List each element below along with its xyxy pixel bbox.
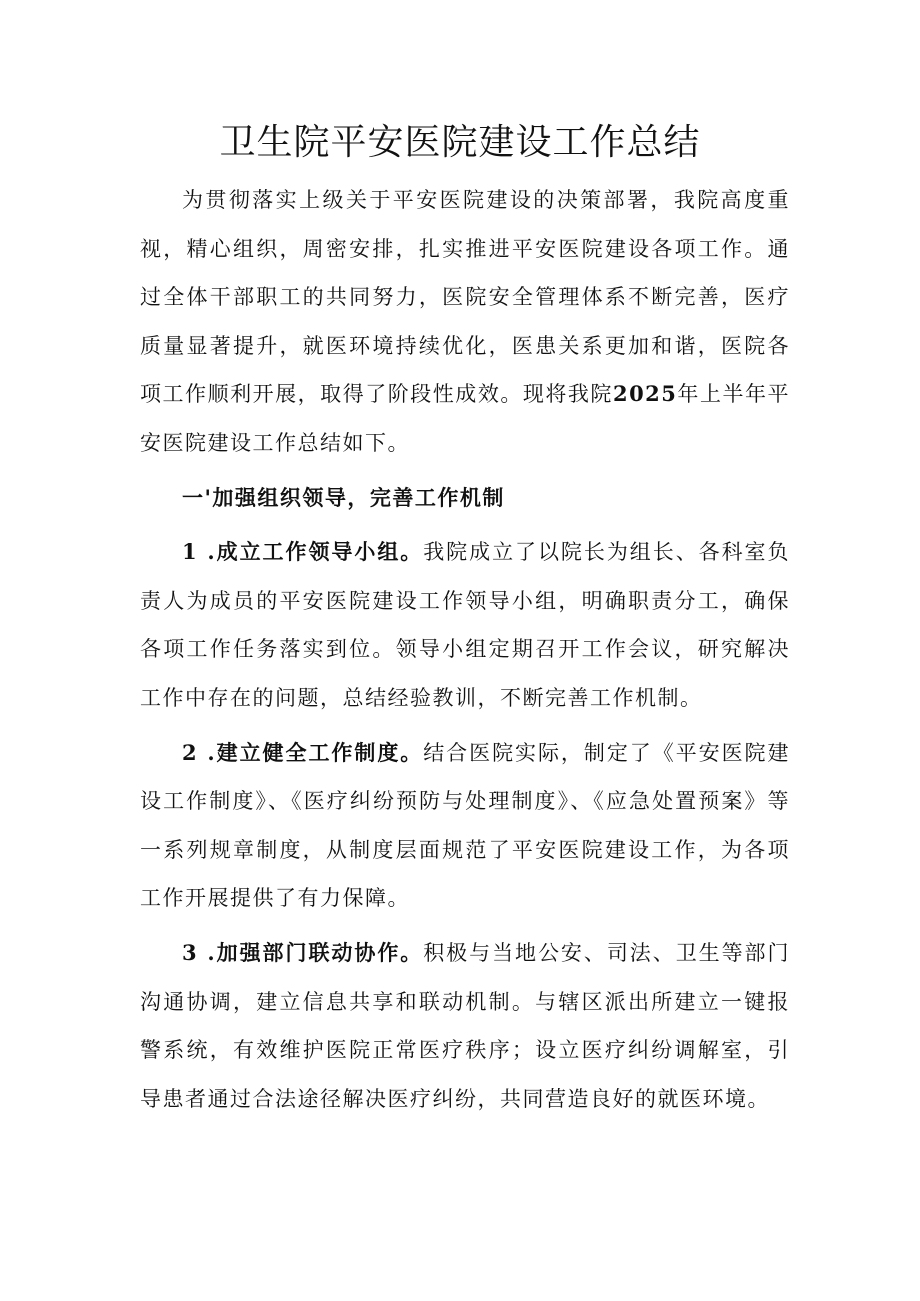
- item-text: 结合医院实际，制定了《平安医院建设工作制度》、《医疗纠纷预防与处理制度》、《应急处置预案》等一系列规章制度，从制度层面规范了平安医院建设工作，为各项工作开展提供了有力保障。: [140, 740, 790, 911]
- item-paragraph-2: [140, 729, 790, 923]
- document-body: [140, 176, 790, 1123]
- item-paragraph-1: [140, 528, 790, 722]
- item-number: 2: [182, 739, 199, 765]
- item-number: 3: [182, 939, 199, 965]
- item-paragraph-3: [140, 929, 790, 1123]
- item-text: 积极与当地公安、司法、卫生等部门沟通协调，建立信息共享和联动机制。与辖区派出所建立一键报警系统，有效维护医院正常医疗秩序；设立医疗纠纷调解室，引导患者通过合法途径解决医疗纠纷，共同营造良好的就医环境。: [140, 940, 790, 1111]
- intro-year: 2025: [612, 381, 678, 407]
- item-lead: .加强部门联动协作。: [198, 939, 424, 965]
- item-number: 1: [182, 539, 199, 565]
- section-heading: 一'加强组织领导，完善工作机制: [182, 484, 505, 510]
- intro-text-before-year: 为贯彻落实上级关于平安医院建设的决策部署，我院高度重视，精心组织，周密安排，扎实推进平安医院建设各项工作。通过全体干部职工的共同努力，医院安全管理体系不断完善，医疗质量显著提升，就医环境持续优化，医患关系更加和谐，医院各项工作顺利开展，取得了阶段性成效。现将我院: [140, 188, 790, 407]
- intro-text-after-year: 年上半年平安医院建设工作总结如下。: [140, 382, 791, 455]
- intro-paragraph: [140, 176, 790, 468]
- item-lead: .成立工作领导小组。: [198, 539, 424, 565]
- document-title: 卫生院平安医院建设工作总结: [219, 122, 701, 163]
- item-text: 我院成立了以院长为组长、各科室负责人为成员的平安医院建设工作领导小组，明确职责分工，确保各项工作任务落实到位。领导小组定期召开工作会议，研究解决工作中存在的问题，总结经验教训，不断完善工作机制。: [140, 540, 790, 710]
- item-lead: .建立健全工作制度。: [198, 739, 424, 765]
